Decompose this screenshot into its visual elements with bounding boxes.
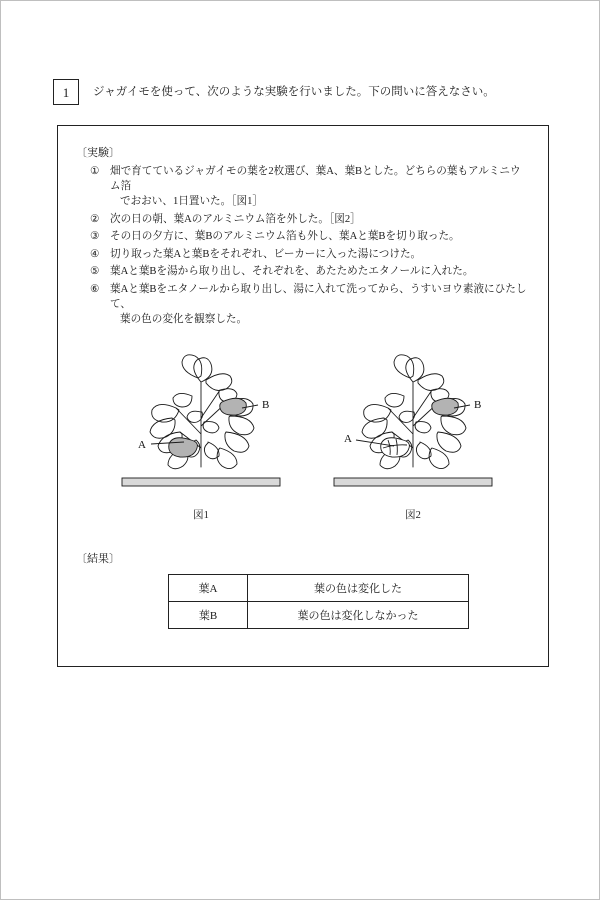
figure-2-caption: 図2 — [405, 510, 421, 521]
foil-leaf-a-1 — [169, 438, 198, 457]
step-line: 畑で育てているジャガイモの葉を2枚選び、葉A、葉Bとした。どちらの葉もアルミニウム箔 — [110, 166, 521, 193]
ground-bar-2 — [334, 478, 492, 486]
potato-plant-illustration-2 — [308, 322, 518, 504]
step-line: 葉Aと葉Bをエタノールから取り出し、湯に入れて洗ってから、うすいヨウ素液にひたして、 — [110, 283, 527, 310]
results-label: 〔結果〕 — [76, 553, 120, 565]
step-body — [110, 282, 530, 327]
step-line: 葉Aと葉Bを湯から取り出し、それぞれを、あたためたエタノールに入れた。 — [110, 266, 474, 278]
step-item — [90, 164, 530, 209]
step-line-cont: でおおい、1日置いた。［図1］ — [120, 196, 264, 208]
step-body — [110, 264, 530, 279]
step-number: ⑤ — [90, 266, 100, 278]
figure-1-caption: 図1 — [193, 510, 209, 521]
question-header — [53, 79, 495, 105]
results-leaf-cell: 葉A — [169, 575, 248, 602]
step-number: ③ — [90, 231, 100, 243]
figure-1-label-a: A — [138, 439, 146, 451]
table-row — [169, 575, 469, 602]
step-line: 切り取った葉Aと葉Bをそれぞれ、ビーカーに入った湯につけた。 — [110, 248, 422, 260]
question-text: ジャガイモを使って、次のような実験を行いました。下の問いに答えなさい。 — [93, 86, 495, 98]
results-leaf-cell: 葉B — [169, 602, 248, 629]
step-body — [110, 229, 530, 244]
figure-1 — [96, 322, 306, 522]
results-value-cell: 葉の色は変化した — [248, 575, 469, 602]
step-item — [90, 264, 530, 279]
ground-bar-1 — [122, 478, 280, 486]
step-number: ② — [90, 213, 100, 225]
figure-1-label-b: B — [262, 399, 270, 411]
question-number: 1 — [53, 79, 79, 105]
foil-leaf-b-1 — [220, 398, 247, 415]
results-value-cell: 葉の色は変化しなかった — [248, 602, 469, 629]
step-body — [110, 212, 530, 227]
figures-area — [58, 322, 548, 522]
experiment-steps — [90, 164, 530, 329]
foil-leaf-b-2 — [432, 398, 459, 415]
uncovered-leaf-a-2 — [381, 438, 410, 457]
step-line-cont: 葉の色の変化を観察した。 — [120, 313, 248, 325]
figure-2-label-b: B — [474, 399, 482, 411]
experiment-box — [57, 125, 549, 667]
step-number: ⑥ — [90, 283, 100, 295]
step-number: ① — [90, 166, 100, 177]
figure-2 — [308, 322, 518, 522]
step-item — [90, 212, 530, 227]
experiment-label: 〔実験〕 — [76, 147, 120, 159]
potato-plant-illustration-1 — [96, 322, 306, 504]
step-line: 次の日の朝、葉Aのアルミニウム箔を外した。［図2］ — [110, 213, 361, 225]
step-item — [90, 282, 530, 327]
step-body — [110, 164, 530, 209]
table-row — [169, 602, 469, 629]
step-item — [90, 229, 530, 244]
step-number: ④ — [90, 248, 100, 260]
results-table — [168, 574, 469, 629]
step-item — [90, 247, 530, 262]
step-line: その日の夕方に、葉Bのアルミニウム箔も外し、葉Aと葉Bを切り取った。 — [110, 231, 460, 243]
figure-2-label-a: A — [344, 433, 352, 445]
step-body — [110, 247, 530, 262]
